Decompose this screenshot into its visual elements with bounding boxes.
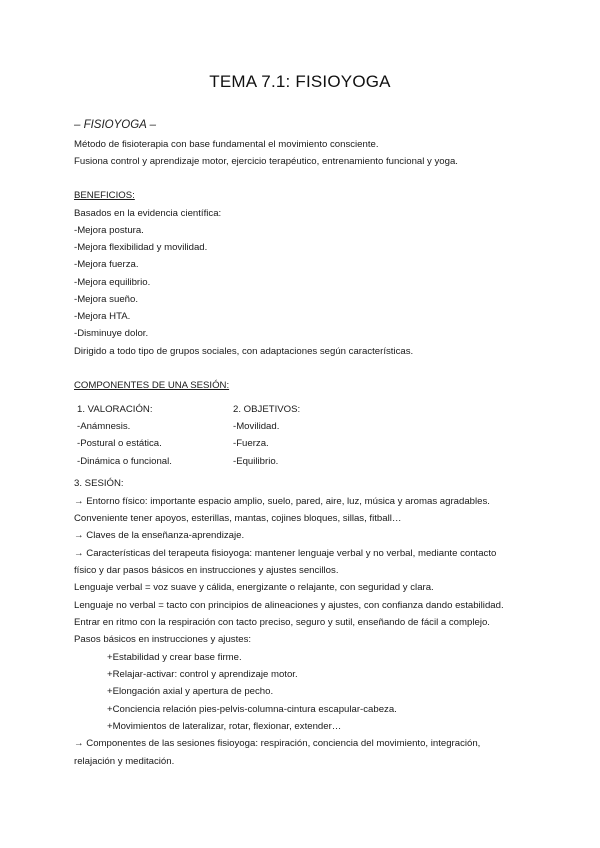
componentes-heading: COMPONENTES DE UNA SESIÓN:	[74, 380, 230, 391]
paso-item: +Relajar-activar: control y aprendizaje motor.	[107, 669, 298, 680]
beneficio-item: -Disminuye dolor.	[74, 328, 149, 339]
paso-item: +Elongación axial y apertura de pecho.	[107, 686, 274, 697]
section-subtitle: – FISIOYOGA –	[74, 119, 157, 131]
beneficio-item: -Mejora fuerza.	[74, 259, 139, 270]
page-title: TEMA 7.1: FISIOYOGA	[209, 72, 391, 91]
objetivo-item: -Fuerza.	[233, 438, 269, 449]
sesion-line: Lenguaje no verbal = tacto con principios de alineaciones y ajustes, con confianza dando estabilidad.	[74, 600, 504, 611]
valoracion-item: -Anámnesis.	[77, 421, 131, 432]
sesion-line: → Claves de la enseñanza-aprendizaje.	[74, 530, 245, 541]
objetivos-heading: 2. OBJETIVOS:	[233, 404, 301, 415]
intro-line: Método de fisioterapia con base fundamental el movimiento consciente.	[74, 139, 379, 150]
sesion-line: Conveniente tener apoyos, esterillas, mantas, cojines bloques, sillas, fitball…	[74, 513, 402, 524]
beneficios-lead: Basados en la evidencia científica:	[74, 208, 222, 219]
objetivo-item: -Equilibrio.	[233, 456, 279, 467]
beneficio-item: -Mejora HTA.	[74, 311, 131, 322]
valoracion-item: -Dinámica o funcional.	[77, 456, 172, 467]
objetivo-item: -Movilidad.	[233, 421, 280, 432]
valoracion-heading: 1. VALORACIÓN:	[77, 404, 153, 415]
sesion-line: Entrar en ritmo con la respiración con tacto preciso, seguro y sutil, enseñando de fácil a complejo.	[74, 617, 490, 628]
intro-line: Fusiona control y aprendizaje motor, ejercicio terapéutico, entrenamiento funcional y yoga.	[74, 156, 458, 167]
sesion-line: Pasos básicos en instrucciones y ajustes:	[74, 634, 252, 645]
beneficios-closing: Dirigido a todo tipo de grupos sociales, con adaptaciones según características.	[74, 346, 414, 357]
beneficio-item: -Mejora flexibilidad y movilidad.	[74, 242, 208, 253]
sesion-line: físico y dar pasos básicos en instrucciones y ajustes sencillos.	[74, 565, 339, 576]
beneficio-item: -Mejora postura.	[74, 225, 144, 236]
sesion-final-line: relajación y meditación.	[74, 756, 175, 767]
sesion-heading: 3. SESIÓN:	[74, 478, 124, 489]
valoracion-item: -Postural o estática.	[77, 438, 162, 449]
paso-item: +Movimientos de lateralizar, rotar, flexionar, extender…	[107, 721, 342, 732]
paso-item: +Conciencia relación pies-pelvis-columna-cintura escapular-cabeza.	[107, 704, 397, 715]
sesion-line: → Entorno físico: importante espacio amplio, suelo, pared, aire, luz, música y aromas agradables.	[74, 496, 490, 507]
paso-item: +Estabilidad y crear base firme.	[107, 652, 242, 663]
sesion-final-line: → Componentes de las sesiones fisioyoga: respiración, conciencia del movimiento, integración,	[74, 738, 481, 749]
beneficio-item: -Mejora sueño.	[74, 294, 138, 305]
beneficios-heading: BENEFICIOS:	[74, 190, 135, 201]
sesion-line: Lenguaje verbal = voz suave y cálida, energizante o relajante, con seguridad y clara.	[74, 582, 434, 593]
beneficio-item: -Mejora equilibrio.	[74, 277, 151, 288]
sesion-line: → Características del terapeuta fisioyoga: mantener lenguaje verbal y no verbal, mediante contacto	[74, 548, 497, 559]
